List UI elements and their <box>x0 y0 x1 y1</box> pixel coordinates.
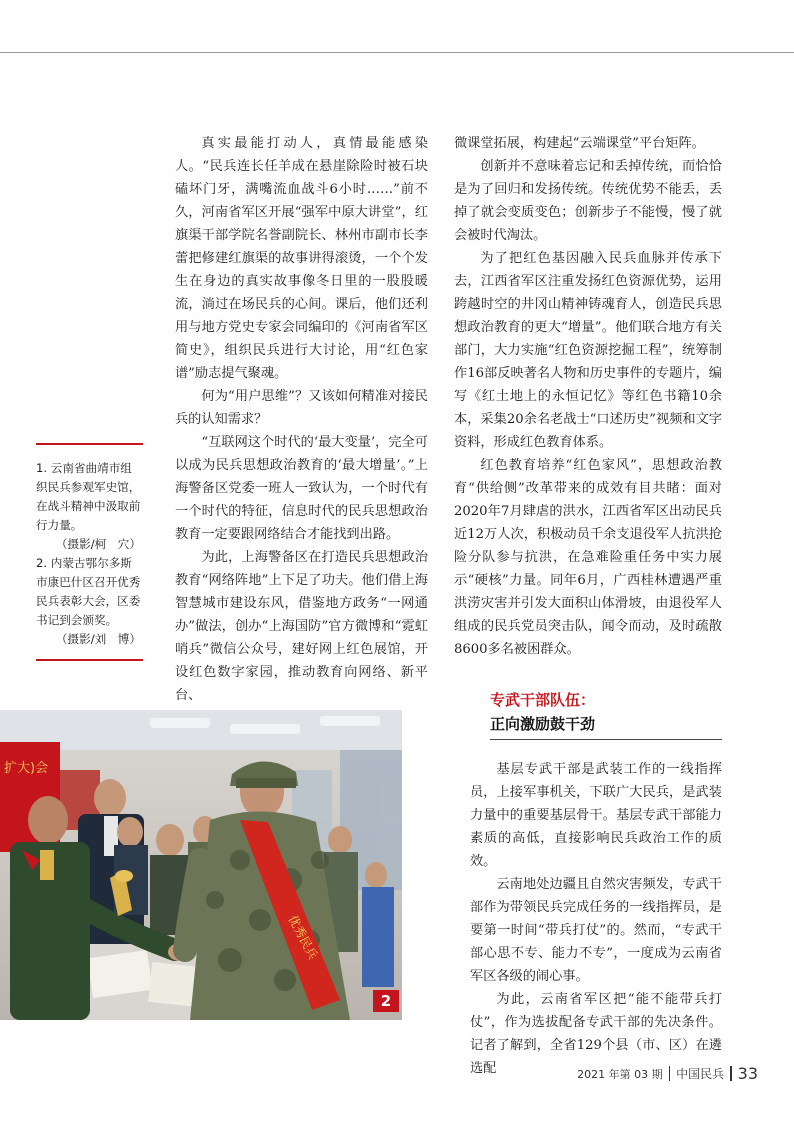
article-right-column <box>454 132 722 661</box>
paragraph-continuation: 微课堂拓展，构建起“云端课堂”平台矩阵。 <box>454 136 705 151</box>
section-title-line2: 正向激励鼓干劲 <box>490 715 596 733</box>
article-bottom-column <box>470 758 725 1081</box>
section-heading <box>490 688 730 740</box>
svg-text:优秀民兵: 优秀民兵 <box>285 912 321 962</box>
paragraph: “互联网这个时代的‘最大变量’，完全可以成为民兵思想政治教育的‘最大增量’。”上海警备区党委一班人一致认为，一个时代有一个时代的特征，信息时代的民兵思想政治教育一定要跟网络结合才能找到出路。 <box>175 435 428 542</box>
paragraph: 创新并不意味着忘记和丢掉传统，而恰恰是为了回归和发扬传统。传统优势不能丢，丢掉了就会变质变色；创新步子不能慢，慢了就会被时代淘汰。 <box>454 159 722 243</box>
section-rule <box>490 739 722 740</box>
photo-captions <box>36 443 143 661</box>
footer-separator <box>730 1066 732 1081</box>
paragraph: 云南地处边疆且自然灾害频发，专武干部作为带领民兵完成任务的一线指挥员，是要第一时间“带兵打仗”的。然而，“专武干部心思不专、能力不专”，一度成为云南省军区各级的闹心事。 <box>470 877 722 984</box>
page-footer <box>577 1064 758 1083</box>
paragraph: 为此，上海警备区在打造民兵思想政治教育“网络阵地”上下足了功夫。他们借上海智慧城市建设东风，借鉴地方政务“一网通办”做法，创办“上海国防”官方微博和“霓虹哨兵”微信公众号，建好网上红色展馆，开设红色数字家园，推动教育向网络、新平台、 <box>175 550 428 703</box>
issue-label: 2021 年第 03 期 <box>577 1067 663 1081</box>
paragraph: 红色教育培养“红色家风”，思想政治教育“供给侧”改革带来的成效有目共睹：面对2020年7月肆虐的洪水，江西省军区出动民兵近12万人次，积极动员千余支退役军人抗洪抢险分队参与抗洪，在急难险重任务中实力展示“硬核”力量。同年6月，广西桂林遭遇严重洪涝灾害并引发大面积山体滑坡，由退役军人组成的民兵党员突击队，闻令而动，及时疏散8600多名被困群众。 <box>454 458 722 657</box>
paragraph: 何为“用户思维”？又该如何精准对接民兵的认知需求？ <box>175 389 428 427</box>
caption-1-credit: （摄影/柯 穴） <box>55 537 141 551</box>
caption-rule-bottom <box>36 659 143 661</box>
caption-rule-top <box>36 443 143 445</box>
paragraph: 为此，云南省军区把“能不能带兵打仗”，作为选拔配备专武干部的先决条件。记者了解到，全省129个县（市、区）在遴选配 <box>470 992 722 1076</box>
article-left-column <box>175 132 428 707</box>
header-rule <box>0 52 794 53</box>
caption-2: 2. 内蒙古鄂尔多斯市康巴什区召开优秀民兵表彰大会，区委书记到会颁奖。 <box>36 556 141 627</box>
award-ceremony-photo <box>0 710 402 1020</box>
caption-2-credit: （摄影/刘 博） <box>55 632 141 646</box>
page-number: 33 <box>737 1064 758 1083</box>
footer-separator <box>669 1066 671 1081</box>
paragraph: 基层专武干部是武装工作的一线指挥员，上接军事机关，下联广大民兵，是武装力量中的重要基层骨干。基层专武干部能力素质的高低，直接影响民兵政治工作的质效。 <box>470 762 722 869</box>
photo-illustration <box>0 710 402 1020</box>
photo-number-badge: 2 <box>373 990 399 1012</box>
magazine-name: 中国民兵 <box>676 1067 725 1081</box>
paragraph: 为了把红色基因融入民兵血脉并传承下去，江西省军区注重发扬红色资源优势，运用跨越时空的井冈山精神铸魂育人，创造民兵思想政治教育的更大“增量”。他们联合地方有关部门，大力实施“红色资源挖掘工程”，统筹制作16部反映著名人物和历史事件的专题片，编写《红土地上的永恒记忆》等红色书籍10余本，采集20余名老战士“口述历史”视频和文字资料，形成红色教育体系。 <box>454 251 722 450</box>
caption-1: 1. 云南省曲靖市组织民兵参观军史馆，在战斗精神中汲取前行力量。 <box>36 461 141 532</box>
section-title-line1: 专武干部队伍： <box>490 691 596 709</box>
paragraph: 真实最能打动人，真情最能感染人。“民兵连长任羊成在悬崖除险时被石块磕坏门牙，满嘴流血战斗6小时……”前不久，河南省军区开展“强军中原大讲堂”，红旗渠干部学院名誉副院长、林州市副市长李蕾把修建红旗渠的故事讲得滚烫，一个个发生在身边的真实故事像冬日里的一股股暖流，淌过在场民兵的心间。课后，他们还利用与地方党史专家会同编印的《河南省军区简史》，组织民兵进行大讨论，用“红色家谱”励志提气聚魂。 <box>175 136 428 381</box>
svg-text:扩大)会: 扩大)会 <box>4 761 49 776</box>
